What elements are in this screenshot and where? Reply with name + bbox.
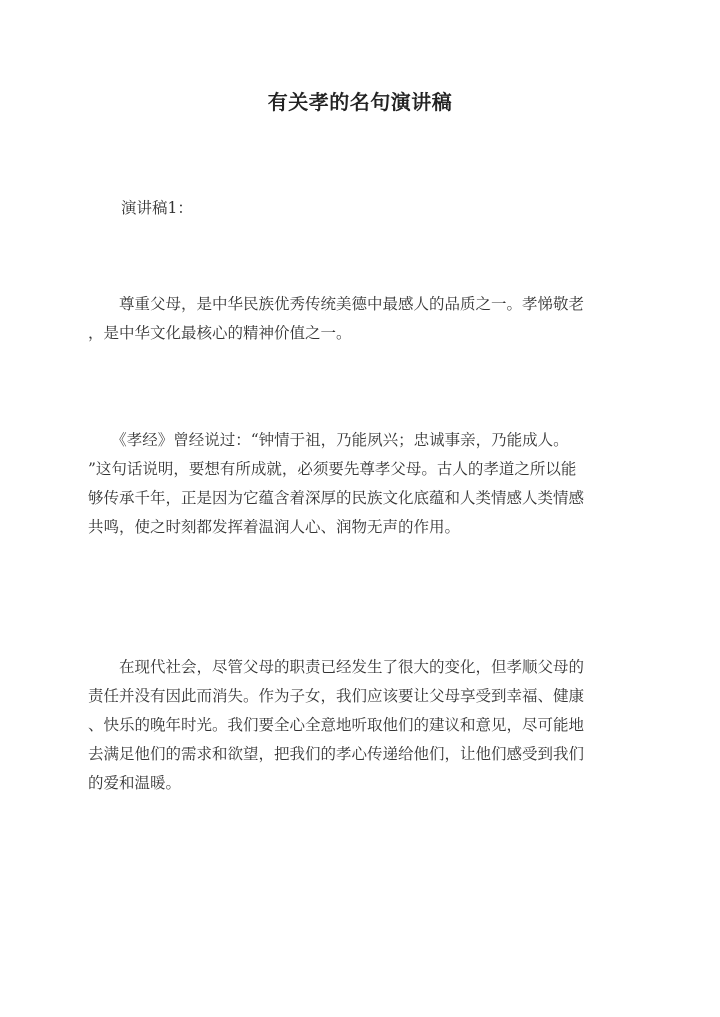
paragraph-line: 共鸣，使之时刻都发挥着温润人心、润物无声的作用。: [88, 518, 461, 536]
paragraph-line: 在现代社会，尽管父母的职责已经发生了很大的变化，但孝顺父母的: [88, 658, 585, 676]
speech-heading: 演讲稿1：: [121, 199, 193, 217]
paragraph-line: 《孝经》曾经说过：“钟情于祖，乃能夙兴；忠诚事亲，乃能成人。: [88, 431, 569, 449]
paragraph-line: ，是中华文化最核心的精神价值之一。: [88, 324, 352, 342]
paragraph-line: 够传承千年，正是因为它蕴含着深厚的民族文化底蕴和人类情感人类情感: [88, 489, 585, 507]
paragraph-2: [88, 426, 633, 542]
paragraph-line: 尊重父母，是中华民族优秀传统美德中最感人的品质之一。孝悌敬老: [88, 295, 585, 313]
paragraph-3: [88, 653, 633, 798]
paragraph-1: [88, 290, 633, 348]
paragraph-line: ”这句话说明，要想有所成就，必须要先尊孝父母。古人的孝道之所以能: [88, 460, 577, 478]
paragraph-line: 、快乐的晚年时光。我们要全心全意地听取他们的建议和意见，尽可能地: [88, 716, 585, 734]
paragraph-line: 去满足他们的需求和欲望，把我们的孝心传递给他们，让他们感受到我们: [88, 745, 585, 763]
paragraph-line: 责任并没有因此而消失。作为子女，我们应该要让父母享受到幸福、健康: [88, 687, 585, 705]
paragraph-line: 的爱和温暖。: [88, 774, 182, 792]
document-title: 有关孝的名句演讲稿: [267, 90, 453, 114]
